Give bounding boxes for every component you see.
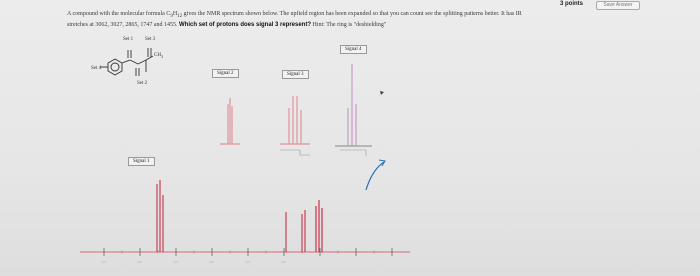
set3-label: Set 3 [145,37,156,42]
bond-chain [130,60,138,64]
signal4-peaks [316,200,322,252]
signal3-expanded [280,96,310,144]
signal1-peaks [157,180,163,252]
signal3-peaks [302,210,305,252]
bond-methyl [146,56,153,60]
integration-curve-3 [280,150,310,155]
set1-label: Set 1 [123,37,134,42]
question-line1-a: A compound with the molecular formula C [67,11,171,17]
methyl-subscript: 3 [160,54,164,59]
signal1-label: Signal 1 [128,157,155,166]
question-hint: Hint: The ring is "deshielding" [311,22,387,29]
integration-curve-4 [340,150,366,156]
points-label: 3 points [560,1,584,7]
methyl-text: CH [154,53,161,58]
benzene-ring [108,59,122,75]
signal3-label: Signal 3 [282,70,309,79]
signal2-label: Signal 2 [212,69,239,78]
signal2-expanded [220,98,240,144]
question-line1-b: H [172,11,178,17]
bond-ch2 [122,60,130,63]
save-answer-button[interactable]: Save Answer [596,1,640,10]
question-prompt: Which set of protons does signal 3 represent? [178,22,312,29]
question-line2-a: stretches at 3062, 3027, 2865, 1747 and 1455. [67,22,179,29]
set4-label: Set 4 [91,66,102,71]
set2-label: Set 2 [137,81,148,86]
aromatic-circle [111,63,119,71]
bond-carbonyl [138,60,146,64]
subscript-c: 9 [170,14,173,20]
cursor-mark [380,91,384,95]
question-line1-c: gives the NMR spectrum shown below. The upfield region has been expanded so that you can count see the splitting patterns better. It has IR [182,11,522,17]
signal4-expanded [335,64,372,146]
molecule-structure [100,48,153,76]
annotation-arrow [366,162,384,190]
subscript-h: 12 [177,14,183,20]
signal4-label: Signal 4 [340,45,367,54]
